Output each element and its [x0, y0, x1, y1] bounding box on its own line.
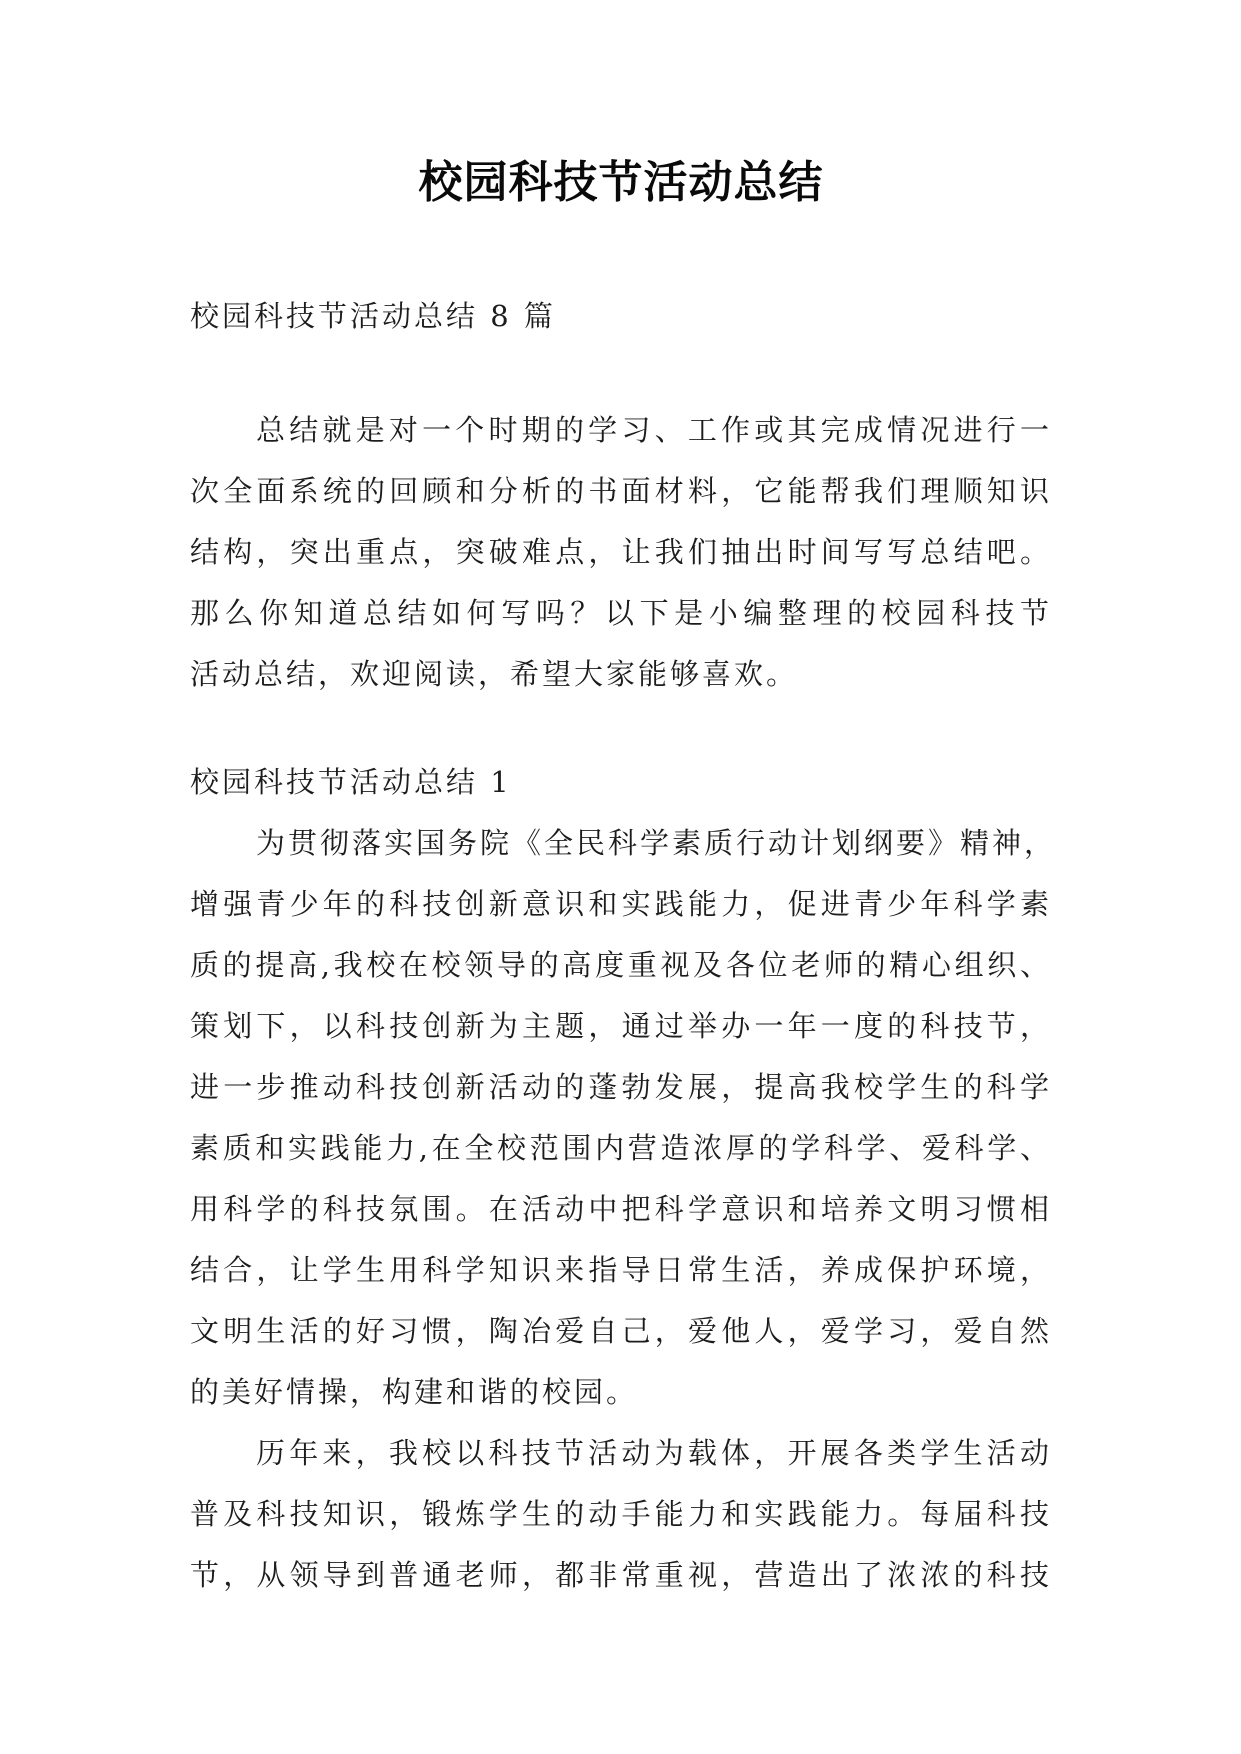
paragraph-line: 的美好情操，构建和谐的校园。 [190, 1375, 639, 1409]
body-paragraph [190, 1423, 1052, 1606]
paragraph-line: 总结就是对一个时期的学习、工作或其完成情况进行一 [256, 413, 1052, 447]
document-title: 校园科技节活动总结 [418, 157, 824, 208]
document-body [190, 153, 1057, 1606]
intro-paragraph [190, 400, 1052, 705]
paragraph-line: 质的提高,我校在校领导的高度重视及各位老师的精心组织、 [190, 948, 1052, 982]
paragraph-line: 普及科技知识，锻炼学生的动手能力和实践能力。每届科技 [190, 1497, 1052, 1531]
paragraph-line: 结构，突出重点，突破难点，让我们抽出时间写写总结吧。 [190, 535, 1052, 569]
paragraph-line: 次全面系统的回顾和分析的书面材料，它能帮我们理顺知识 [190, 474, 1052, 508]
paragraph-line: 结合，让学生用科学知识来指导日常生活，养成保护环境， [190, 1253, 1052, 1287]
paragraph-line: 进一步推动科技创新活动的蓬勃发展，提高我校学生的科学 [190, 1070, 1052, 1104]
body-paragraph [190, 813, 1057, 1423]
paragraph-line: 策划下，以科技创新为主题，通过举办一年一度的科技节， [190, 1009, 1052, 1043]
paragraph-line: 为贯彻落实国务院《全民科学素质行动计划纲要》精神， [256, 826, 1057, 860]
section-heading: 校园科技节活动总结 1 [190, 765, 512, 799]
paragraph-line: 节，从领导到普通老师，都非常重视，营造出了浓浓的科技 [190, 1558, 1052, 1592]
paragraph-line: 那么你知道总结如何写吗？以下是小编整理的校园科技节 [190, 596, 1052, 630]
paragraph-line: 活动总结，欢迎阅读，希望大家能够喜欢。 [190, 657, 799, 691]
paragraph-line: 用科学的科技氛围。在活动中把科学意识和培养文明习惯相 [190, 1192, 1052, 1226]
document-subtitle: 校园科技节活动总结 8 篇 [190, 299, 556, 333]
paragraph-line: 增强青少年的科技创新意识和实践能力，促进青少年科学素 [190, 887, 1052, 921]
paragraph-line: 素质和实践能力,在全校范围内营造浓厚的学科学、爱科学、 [190, 1131, 1052, 1165]
paragraph-line: 历年来，我校以科技节活动为载体，开展各类学生活动 [256, 1436, 1052, 1470]
paragraph-line: 文明生活的好习惯，陶冶爱自己，爱他人，爱学习，爱自然 [190, 1314, 1052, 1348]
